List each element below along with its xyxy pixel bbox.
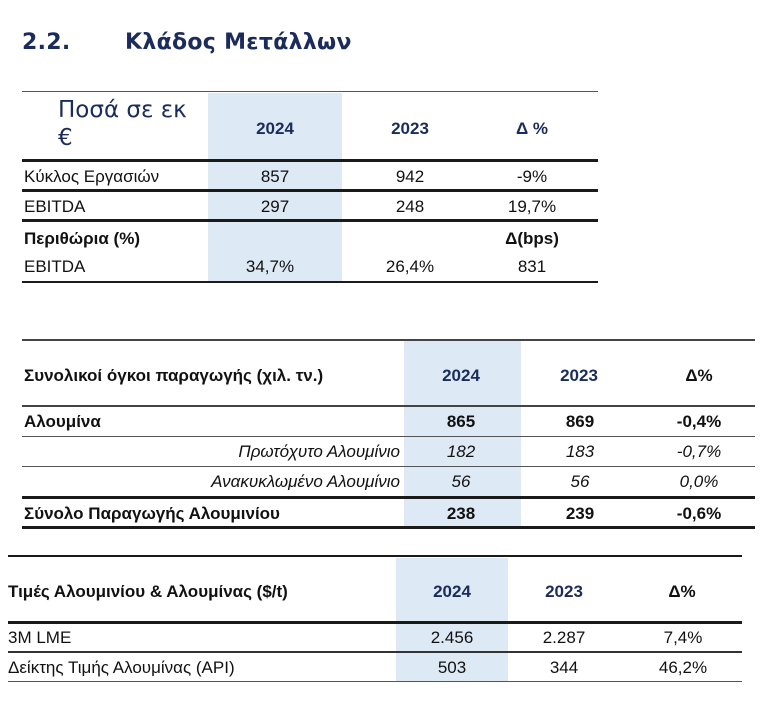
table-top-rule [8,555,742,557]
header-rule [22,405,755,407]
value-delta: -0,6% [676,504,722,523]
row-label: EBITDA [24,257,86,276]
row-rule [22,189,598,192]
value-2023: 26,4% [385,257,435,276]
value-2023: 239 [565,504,595,523]
column-header-2024: 2024 [442,366,480,385]
column-header-delta: Δ% [685,366,713,385]
row-rule [22,466,755,467]
margins-label: Περιθώρια (%) [24,229,140,248]
column-header-2023: 2023 [545,582,583,601]
header-rule [8,621,742,624]
row-label: Κύκλος Εργασιών [24,167,160,186]
row-label: Αλουμίνα [24,412,101,431]
unit-label-line2: € [58,125,73,151]
value-2024: 503 [437,658,467,677]
value-2024: 182 [446,442,476,461]
value-delta: -0,7% [676,442,722,461]
column-header-delta: Δ % [515,119,549,138]
value-delta: 7,4% [663,628,703,647]
value-2024: 857 [260,167,290,186]
row-rule [22,219,598,222]
margins-delta-label: Δ(bps) [505,229,559,248]
value-delta: 46,2% [658,658,708,677]
value-2023: 869 [565,412,595,431]
column-header-2024: 2024 [433,582,471,601]
column-header-delta: Δ% [668,582,696,601]
row-label: Πρωτόχυτο Αλουμίνιο [238,442,400,461]
table-top-rule [22,91,598,92]
row-label: 3M LME [8,628,72,647]
table-bottom-rule [22,526,755,529]
value-delta: -9% [516,167,548,186]
value-2023: 2.287 [542,628,586,647]
value-2023: 942 [395,167,425,186]
value-2024: 297 [260,197,290,216]
table-top-rule [22,339,755,341]
unit-label-line1: Ποσά σε εκ [58,97,187,123]
row-label: EBITDA [24,197,86,216]
value-2024: 238 [446,504,476,523]
production-header-label: Συνολικοί όγκοι παραγωγής (χιλ. τν.) [24,366,324,385]
row-rule [8,651,742,653]
column-header-2023: 2023 [560,366,598,385]
table-bottom-rule [8,681,742,682]
value-2024: 2.456 [430,628,474,647]
value-delta: 0,0% [679,472,719,491]
prices-header-label: Τιμές Αλουμινίου & Αλουμίνας ($/t) [8,582,288,601]
row-label: Ανακυκλωμένο Αλουμίνιο [211,472,400,491]
header-rule [22,159,598,162]
value-2023: 344 [549,658,579,677]
section-number: 2.2. [22,30,71,55]
row-rule [22,436,755,437]
value-2023: 56 [570,472,590,491]
value-2024: 34,7% [245,257,295,276]
value-delta: 831 [517,257,547,276]
value-delta: -0,4% [676,412,722,431]
value-2023: 183 [565,442,595,461]
value-2024: 865 [446,412,476,431]
section-title: Κλάδος Μετάλλων [125,30,352,55]
table-bottom-rule [22,281,598,283]
column-header-2023: 2023 [391,119,429,138]
row-rule [22,496,755,499]
column-header-2024: 2024 [256,119,294,138]
value-2024: 56 [451,472,471,491]
value-2023: 248 [395,197,425,216]
row-label: Δείκτης Τιμής Αλουμίνας (API) [8,658,235,677]
row-label: Σύνολο Παραγωγής Αλουμινίου [24,504,280,523]
value-delta: 19,7% [507,197,557,216]
